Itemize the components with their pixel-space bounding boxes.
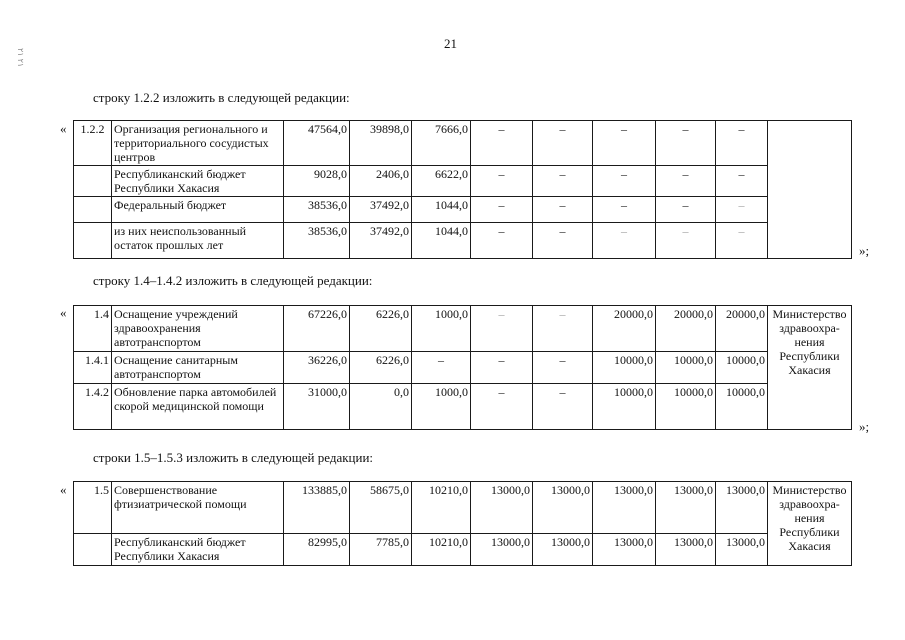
row-name: Республиканский бюджет Республики Хакасия [112, 534, 284, 566]
section-1-intro: строку 1.2.2 изложить в следующей редакции: [93, 90, 350, 105]
value-cell: – [716, 223, 768, 259]
value-cell: – [471, 306, 533, 352]
value-cell: 10000,0 [593, 384, 656, 430]
value-cell: – [471, 166, 533, 197]
value-cell: 20000,0 [656, 306, 716, 352]
value-cell: 10000,0 [716, 352, 768, 384]
value-cell: 13000,0 [716, 534, 768, 566]
value-cell: 6622,0 [412, 166, 471, 197]
value-cell: 13000,0 [593, 534, 656, 566]
table-row [74, 384, 852, 430]
row-name: Федеральный бюджет [112, 197, 284, 223]
value-cell: – [533, 352, 593, 384]
value-cell: 9028,0 [284, 166, 350, 197]
value-cell: – [533, 166, 593, 197]
value-cell: 36226,0 [284, 352, 350, 384]
value-cell: – [656, 223, 716, 259]
value-cell: 58675,0 [350, 482, 412, 534]
value-cell: 37492,0 [350, 223, 412, 259]
row-number: 1.2.2 [74, 121, 112, 166]
section-1-close-quote: »; [859, 243, 870, 258]
value-cell: 10000,0 [716, 384, 768, 430]
value-cell: 1044,0 [412, 223, 471, 259]
value-cell: 39898,0 [350, 121, 412, 166]
row-name: Обновление парка автомобилей скорой медицинской помощи [112, 384, 284, 430]
value-cell: 47564,0 [284, 121, 350, 166]
value-cell: – [533, 306, 593, 352]
value-cell: – [471, 197, 533, 223]
table-row [74, 482, 852, 534]
value-cell: 10210,0 [412, 534, 471, 566]
value-cell: 10000,0 [656, 352, 716, 384]
value-cell: 20000,0 [716, 306, 768, 352]
row-number [74, 534, 112, 566]
row-name: Республиканский бюджет Республики Хакасия [112, 166, 284, 197]
value-cell: – [533, 223, 593, 259]
value-cell: – [533, 384, 593, 430]
value-cell: 10000,0 [593, 352, 656, 384]
value-cell: 10000,0 [656, 384, 716, 430]
row-number [74, 223, 112, 259]
value-cell: – [593, 223, 656, 259]
row-number: 1.4.1 [74, 352, 112, 384]
value-cell: – [716, 121, 768, 166]
value-cell: 31000,0 [284, 384, 350, 430]
section-2-close-quote: »; [859, 419, 870, 434]
section-3-table [73, 481, 852, 566]
value-cell: – [533, 197, 593, 223]
row-name: Оснащение санитарным автотранспортом [112, 352, 284, 384]
value-cell: 1044,0 [412, 197, 471, 223]
section-3-intro: строки 1.5–1.5.3 изложить в следующей редакции: [93, 450, 374, 465]
value-cell: 38536,0 [284, 197, 350, 223]
section-3-open-quote: « [60, 482, 67, 497]
section-2-open-quote: « [60, 305, 67, 320]
value-cell: 13000,0 [471, 534, 533, 566]
row-name: Совершенствование фтизиатрической помощи [112, 482, 284, 534]
row-number [74, 166, 112, 197]
page-number: 21 [444, 36, 457, 51]
value-cell: – [412, 352, 471, 384]
value-cell: 6226,0 [350, 352, 412, 384]
value-cell: – [656, 166, 716, 197]
value-cell: 133885,0 [284, 482, 350, 534]
value-cell: – [471, 384, 533, 430]
value-cell: 13000,0 [656, 534, 716, 566]
responsible-cell: Министерство здравоохра-нения Республики Хакасия [768, 482, 852, 566]
margin-mark: ۲۱ ۲۱ [16, 48, 25, 68]
value-cell: 13000,0 [593, 482, 656, 534]
value-cell: 7785,0 [350, 534, 412, 566]
value-cell: 82995,0 [284, 534, 350, 566]
value-cell: 7666,0 [412, 121, 471, 166]
table-row [74, 306, 852, 352]
value-cell: 38536,0 [284, 223, 350, 259]
value-cell: 13000,0 [533, 534, 593, 566]
row-name: Организация регионального и территориального сосудистых центров [112, 121, 284, 166]
row-number: 1.5 [74, 482, 112, 534]
value-cell: 13000,0 [533, 482, 593, 534]
value-cell: 67226,0 [284, 306, 350, 352]
value-cell: 1000,0 [412, 384, 471, 430]
value-cell: 2406,0 [350, 166, 412, 197]
value-cell: – [471, 121, 533, 166]
row-name: Оснащение учреждений здравоохранения автотранспортом [112, 306, 284, 352]
value-cell: 6226,0 [350, 306, 412, 352]
value-cell: – [593, 121, 656, 166]
section-1-table [73, 120, 852, 259]
table-row [74, 121, 852, 166]
value-cell: – [471, 223, 533, 259]
value-cell: 37492,0 [350, 197, 412, 223]
responsible-cell: Министерство здравоохра-нения Республики Хакасия [768, 306, 852, 430]
value-cell: – [716, 166, 768, 197]
value-cell: – [471, 352, 533, 384]
section-2-intro: строку 1.4–1.4.2 изложить в следующей редакции: [93, 273, 373, 288]
value-cell: 13000,0 [656, 482, 716, 534]
row-number: 1.4 [74, 306, 112, 352]
table-row [74, 352, 852, 384]
responsible-cell [768, 121, 852, 259]
value-cell: – [716, 197, 768, 223]
row-number [74, 197, 112, 223]
section-2-table [73, 305, 852, 430]
value-cell: 10210,0 [412, 482, 471, 534]
table-row [74, 166, 852, 197]
value-cell: – [533, 121, 593, 166]
value-cell: 13000,0 [471, 482, 533, 534]
value-cell: – [593, 166, 656, 197]
value-cell: – [656, 121, 716, 166]
table-row [74, 197, 852, 223]
value-cell: – [593, 197, 656, 223]
value-cell: 20000,0 [593, 306, 656, 352]
table-row [74, 223, 852, 259]
value-cell: 0,0 [350, 384, 412, 430]
row-number: 1.4.2 [74, 384, 112, 430]
value-cell: – [656, 197, 716, 223]
value-cell: 13000,0 [716, 482, 768, 534]
row-name: из них неиспользованный остаток прошлых лет [112, 223, 284, 259]
section-1-open-quote: « [60, 121, 67, 136]
table-row [74, 534, 852, 566]
value-cell: 1000,0 [412, 306, 471, 352]
